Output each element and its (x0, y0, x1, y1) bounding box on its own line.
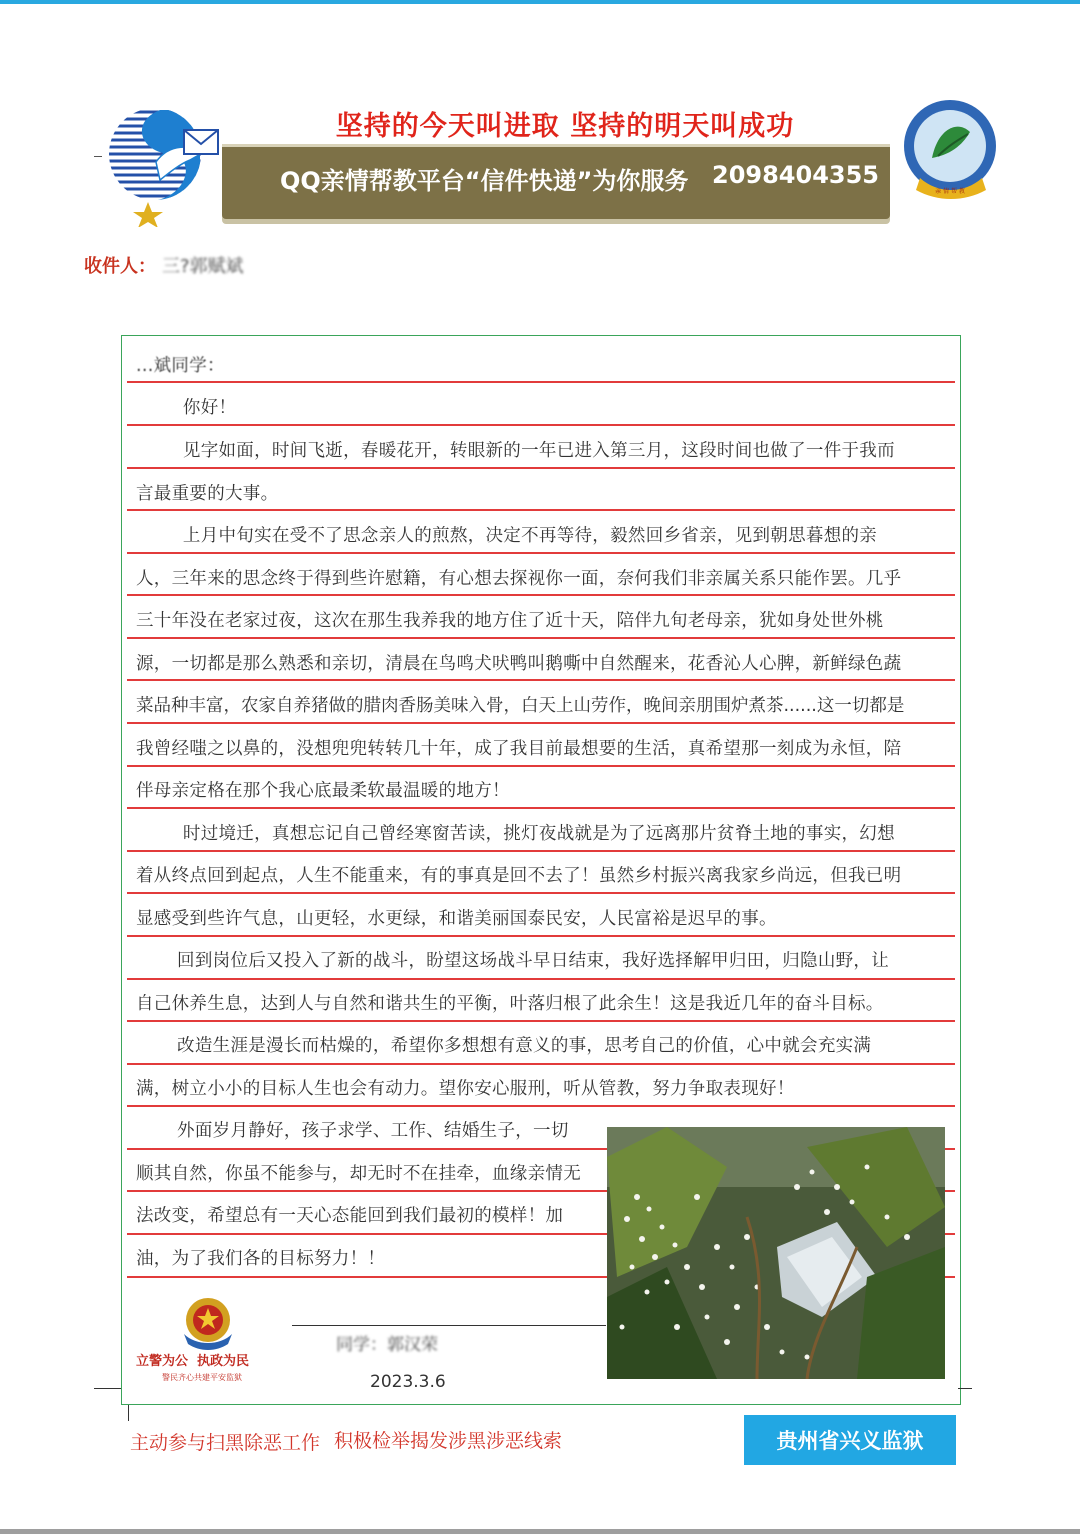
recipient-field (84, 252, 244, 278)
footer-slogan-2: 积极检举揭发涉黑涉恶线索 (334, 1430, 563, 1452)
letter-line: 法改变，希望总有一天心态能回到我们最初的模样！加 (136, 1206, 564, 1226)
letter-line: 改造生涯是漫长而枯燥的，希望你多想想有意义的事，思考自己的价值，心中就会充实满 (136, 1036, 872, 1056)
margin-tick (94, 1388, 121, 1389)
letter-line: 我曾经嗤之以鼻的，没想兜兜转转几十年，成了我目前最想要的生活，真希望那一刻成为永恒，陪 (136, 739, 902, 759)
ruled-line (127, 381, 955, 383)
letter-line: 顺其自然，你虽不能参与，却无时不在挂牵，血缘亲情无 (136, 1164, 581, 1184)
service-banner (222, 147, 890, 219)
letter-line: 见字如面，时间飞逝，春暖花开，转眼新的一年已进入第三月，这段时间也做了一件于我而 (136, 441, 895, 461)
ruled-line (127, 850, 955, 852)
letter-line: 满，树立小小的目标人生也会有动力。望你安心服刑，听从管教，努力争取表现好！ (136, 1079, 795, 1099)
ruled-line (127, 637, 955, 639)
banner-phone-number: 2098404355 (712, 161, 879, 189)
bottom-bar (0, 1529, 1080, 1534)
letter-line: 自己休养生息，达到人与自然和谐共生的平衡，叶落归根了此余生！这是我近几年的奋斗目标。 (136, 994, 884, 1014)
banner-service-text: QQ亲情帮教平台“信件快递”为你服务 (280, 167, 689, 195)
police-emblem (136, 1294, 286, 1386)
letter-line: 伴母亲定格在那个我心底最柔软最温暖的地方！ (136, 781, 510, 801)
header-slogan: 坚持的今天叫进取 坚持的明天叫成功 (335, 111, 795, 142)
letter-line: 着从终点回到起点，人生不能重来，有的事真是回不去了！虽然乡村振兴离我家乡尚远，但我已明 (136, 866, 902, 886)
letter-line: 显感受到些许气息，山更轻，水更绿，和谐美丽国泰民安，人民富裕是迟早的事。 (136, 909, 777, 929)
letter-line: 言最重要的大事。 (136, 484, 279, 504)
signature: 同学：郭汉荣 (336, 1335, 438, 1355)
svg-text:亲 情 帮 教: 亲 情 帮 教 (935, 188, 965, 195)
ruled-line (127, 892, 955, 894)
letter-line: 上月中旬实在受不了思念亲人的煎熬，决定不再等待，毅然回乡省亲，见到朝思暮想的亲 (136, 526, 878, 546)
letter-greeting: ...斌同学： (136, 356, 225, 376)
ruled-line (127, 722, 955, 724)
margin-tick (128, 1405, 129, 1421)
ruled-line (127, 1063, 955, 1065)
emblem-motto: 立警为公 执政为民 (136, 1354, 250, 1369)
margin-tick (958, 1388, 972, 1389)
prison-name-badge: 贵州省兴义监狱 (744, 1415, 956, 1465)
ruled-line (127, 679, 955, 681)
letter-line: 你好！ (136, 398, 237, 418)
recipient-name: 三?郭赋斌 (162, 256, 244, 277)
letter-line: 源，一切都是那么熟悉和亲切，清晨在鸟鸣犬吠鸭叫鹅嘶中自然醒来，花香沁人心脾，新鲜绿色蔬 (136, 654, 902, 674)
recipient-label: 收件人： (84, 256, 156, 277)
ruled-line (127, 467, 955, 469)
dove-envelope-logo-icon (100, 102, 225, 227)
ruled-line (127, 765, 955, 767)
olive-branch-badge-icon (898, 98, 1004, 204)
letter-line: 人，三年来的思念终于得到些许慰籍，有心想去探视你一面，奈何我们非亲属关系只能作罢。几乎 (136, 569, 902, 589)
ruled-line (127, 424, 955, 426)
letter-line: 外面岁月静好，孩子求学、工作、结婚生子，一切 (136, 1121, 569, 1141)
footer-slogan-1: 主动参与扫黑除恶工作 (130, 1432, 321, 1454)
ruled-line (127, 978, 955, 980)
letter-line: 油，为了我们各的目标努力！！ (136, 1249, 386, 1269)
ruled-line (127, 1020, 955, 1022)
top-accent-bar (0, 0, 1080, 4)
letter-date: 2023.3.6 (370, 1372, 446, 1392)
ruled-line (127, 807, 955, 809)
ruled-line (127, 552, 955, 554)
ruled-line (127, 1105, 955, 1107)
letter-line: 回到岗位后又投入了新的战斗，盼望这场战斗早日结束，我好选择解甲归田，归隐山野，让 (136, 951, 890, 971)
emblem-subtitle: 警民齐心共建平安监狱 (162, 1373, 242, 1382)
ruled-line (127, 509, 955, 511)
flowering-tree-photo (607, 1127, 945, 1379)
header-tick (94, 156, 102, 157)
letter-line: 三十年没在老家过夜，这次在那生我养我的地方住了近十天，陪伴九旬老母亲，犹如身处世外桃 (136, 611, 884, 631)
letter-line: 菜品种丰富，农家自养猪做的腊肉香肠美味入骨，白天上山劳作，晚间亲朋围炉煮茶......这一切都是 (136, 696, 905, 716)
ruled-line (127, 594, 955, 596)
ruled-line (127, 935, 955, 937)
letter-line: 时过境迁，真想忘记自己曾经寒窗苦读，挑灯夜战就是为了远离那片贫脊土地的事实，幻想 (136, 824, 895, 844)
signature-line (292, 1325, 606, 1326)
